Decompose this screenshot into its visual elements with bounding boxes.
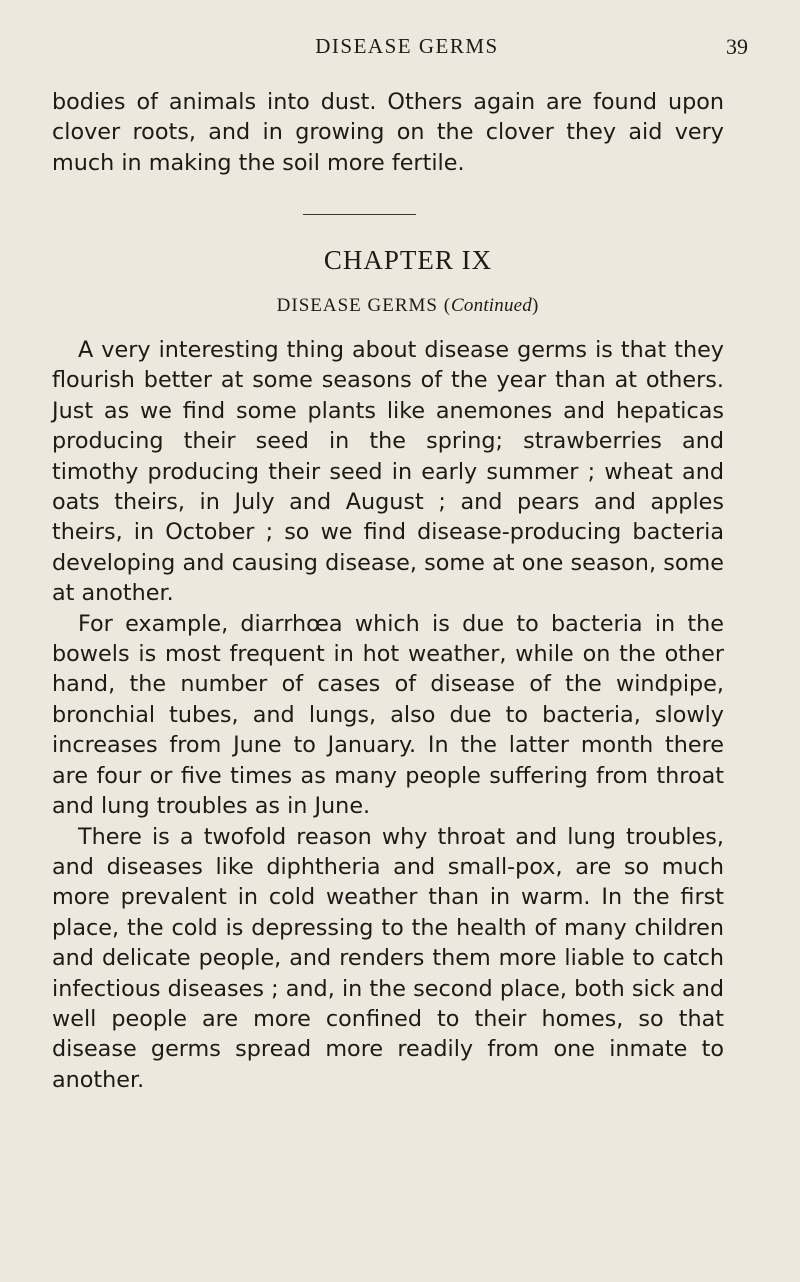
paragraph-seasons: A very interesting thing about disease germs is that they flourish better at some seasons of the year than at others. Just as we find some plants like anemones and hepaticas producing their seed in the spring; strawberries and timothy producing their seed in early summer ; wheat and oats theirs, in July and August ; and pears and apples theirs, in October ; so we find disease-producing bacteria developing and causing disease, some at one season, some at another.: [52, 337, 724, 607]
subtitle-paren-close: ): [532, 295, 540, 316]
page-number: 39: [726, 34, 748, 59]
chapter-heading: CHAPTER IX: [323, 245, 493, 275]
running-title: DISEASE GERMS: [315, 34, 499, 58]
opening-paragraph: [52, 87, 724, 178]
subtitle-main: DISEASE GERMS: [276, 295, 438, 316]
running-head: [0, 34, 800, 64]
subtitle-continued: Continued: [451, 295, 533, 316]
section-divider: [303, 214, 416, 215]
subtitle-paren-open: (: [443, 295, 452, 316]
paragraph-text: bodies of animals into dust. Others again are found upon clover roots, and in growing on the clover they aid very much in making the soil more fertile.: [52, 89, 724, 176]
paragraph-twofold-reason: There is a twofold reason why throat and lung troubles, and diseases like diphtheria and small-pox, are so much more prevalent in cold weather than in warm. In the first place, the cold is depressing to the health of many children and delicate people, and renders them more liable to catch infectious diseases ; and, in the second place, both sick and well people are more confined to their homes, so that disease germs spread more readily from one inmate to another.: [52, 823, 724, 1093]
paragraph-example: For example, diarrhœa which is due to bacteria in the bowels is most frequent in hot weather, while on the other hand, the number of cases of disease of the windpipe, bronchial tubes, and lungs, also due to bacteria, slowly increases from June to January. In the latter month there are four or five times as many people suffering from throat and lung troubles as in June.: [52, 610, 724, 820]
chapter-subtitle: [0, 295, 800, 317]
chapter-body: [52, 335, 724, 1095]
